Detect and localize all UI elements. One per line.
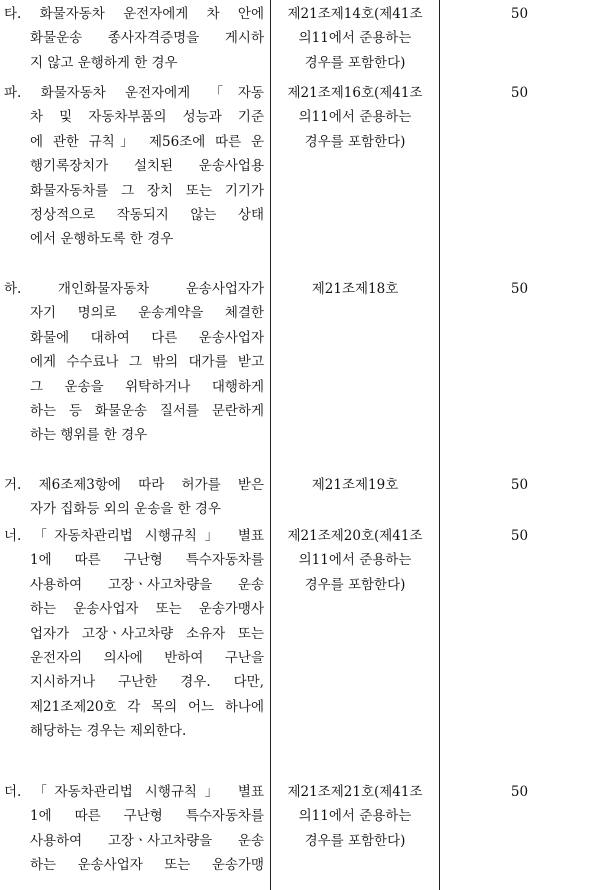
law-line: 경우를 포함한다) <box>304 576 406 593</box>
law-line: 의11에서 준용하는 <box>298 30 412 47</box>
description-line: 1에 따른 구난형 특수자동차를 <box>30 552 264 569</box>
law-line: 제21조제20호(제41조 <box>287 528 423 544</box>
amount-value: 50 <box>510 85 529 101</box>
description-line: 파. 화물자동차 운전자에게 「자동 <box>4 85 264 101</box>
description-line: 제21조제20호 각 목의 어느 하나에 <box>30 698 264 715</box>
description-line: 너. 「자동차관리법 시행규칙」 별표 <box>4 528 264 544</box>
law-line: 의11에서 준용하는 <box>298 552 412 569</box>
violation-description <box>0 2 268 75</box>
description-line: 1에 따른 구난형 특수자동차를 <box>30 808 264 825</box>
description-line: 하는 등 화물운송 질서를 문란하게 <box>30 402 264 419</box>
description-line: 사용하여 고장ㆍ사고차량을 운송 <box>30 832 264 849</box>
description-line: 자가 집화등 외의 운송을 한 경우 <box>30 501 221 518</box>
violation-description <box>0 524 268 744</box>
description-line: 화물자동차를 그 장치 또는 기기가 <box>30 182 264 199</box>
description-line: 에서 운행하도록 한 경우 <box>30 231 174 248</box>
law-line: 제21조제21호(제41조 <box>287 784 423 800</box>
law-line: 의11에서 준용하는 <box>298 109 412 126</box>
amount-value: 50 <box>510 477 529 493</box>
penalty-amount <box>441 473 598 497</box>
description-line: 운전자의 의사에 반하여 구난을 <box>30 649 264 666</box>
description-line: 업자가 고장ㆍ사고차량 소유자 또는 <box>30 625 264 642</box>
description-line: 타. 화물자동차 운전자에게 차 안에 <box>4 6 264 22</box>
law-line: 경우를 포함한다) <box>304 832 406 849</box>
description-line: 정상적으로 작동되지 않는 상태 <box>30 206 264 223</box>
description-line: 화물운송 종사자격증명을 게시하 <box>30 30 264 47</box>
description-line: 자기 명의로 운송계약을 체결한 <box>30 305 264 322</box>
violation-description <box>0 473 268 522</box>
description-line: 하는 행위를 한 경우 <box>30 427 148 444</box>
description-line: 지 않고 운행하게 한 경우 <box>30 54 178 71</box>
description-line: 지시하거나 구난한 경우. 다만, <box>30 674 264 691</box>
description-line: 더. 「자동차관리법 시행규칙」 별표 <box>4 784 264 800</box>
law-line: 경우를 포함한다) <box>304 133 406 150</box>
law-line: 제21조제18호 <box>311 281 399 297</box>
description-line: 거. 제6조제3항에 따라 허가를 받은 <box>4 477 264 493</box>
law-line: 제21조제14호(제41조 <box>287 6 423 22</box>
column-divider <box>270 0 271 890</box>
description-line: 해당하는 경우는 제외한다. <box>30 723 187 740</box>
description-line: 에 관한 규칙」 제56조에 따른 운 <box>30 133 264 150</box>
legal-basis <box>272 473 438 497</box>
penalty-amount <box>441 81 598 105</box>
legal-basis <box>272 81 438 154</box>
description-line: 사용하여 고장ㆍ사고차량을 운송 <box>30 576 264 593</box>
law-line: 제21조제19호 <box>311 477 399 493</box>
penalty-amount <box>441 524 598 548</box>
violation-description <box>0 81 268 252</box>
legal-basis <box>272 780 438 853</box>
violation-description <box>0 780 268 878</box>
description-line: 하는 운송사업자 또는 운송가맹 <box>30 857 264 874</box>
penalty-amount <box>441 277 598 301</box>
amount-value: 50 <box>510 784 529 800</box>
legal-basis <box>272 277 438 301</box>
description-line: 하. 개인화물자동차 운송사업자가 <box>4 281 264 297</box>
law-line: 경우를 포함한다) <box>304 54 406 71</box>
description-line: 차 및 자동차부품의 성능과 기준 <box>30 109 264 126</box>
penalty-amount <box>441 780 598 804</box>
amount-value: 50 <box>510 528 529 544</box>
legal-basis <box>272 524 438 597</box>
amount-value: 50 <box>510 281 529 297</box>
law-line: 의11에서 준용하는 <box>298 808 412 825</box>
description-line: 하는 운송사업자 또는 운송가맹사 <box>30 601 264 618</box>
description-line: 에게 수수료나 그 밖의 대가를 받고 <box>30 354 264 371</box>
column-divider <box>439 0 440 890</box>
penalty-amount <box>441 2 598 26</box>
legal-basis <box>272 2 438 75</box>
violation-description <box>0 277 268 448</box>
description-line: 그 운송을 위탁하거나 대행하게 <box>30 378 264 395</box>
description-line: 화물에 대하여 다른 운송사업자 <box>30 329 264 346</box>
amount-value: 50 <box>510 6 529 22</box>
description-line: 행기록장치가 설치된 운송사업용 <box>30 158 264 175</box>
law-line: 제21조제16호(제41조 <box>287 85 423 101</box>
